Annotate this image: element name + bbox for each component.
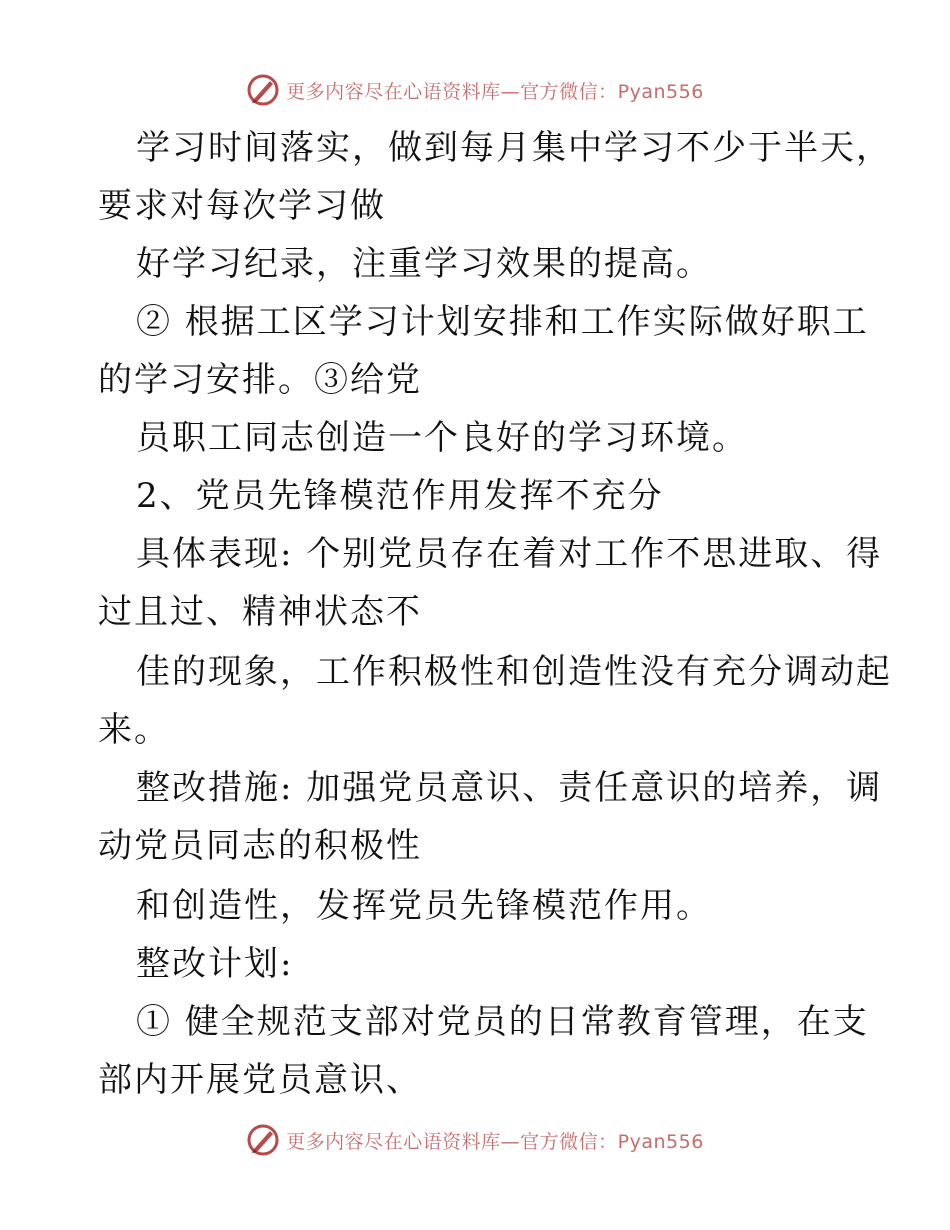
paragraph-line: 的学习安排。③给党 — [98, 360, 422, 400]
paragraph-line: 整改措施: 加强党员意识、责任意识的培养，调 — [136, 768, 883, 808]
watermark-text: 更多内容尽在心语资料库—官方微信：Pyan556 — [286, 1130, 704, 1153]
watermark-text: 更多内容尽在心语资料库—官方微信：Pyan556 — [286, 80, 704, 103]
paragraph-line: 部内开展党员意识、 — [98, 1060, 422, 1100]
watermark-handle: Pyan556 — [617, 1130, 704, 1153]
watermark-header — [0, 70, 950, 110]
paragraph-line: 佳的现象，工作积极性和创造性没有充分调动起 — [136, 652, 892, 692]
paragraph-line: 动党员同志的积极性 — [98, 826, 422, 866]
paragraph-line: ② 根据工区学习计划安排和工作实际做好职工 — [136, 302, 869, 342]
paragraph-line: 好学习纪录，注重学习效果的提高。 — [136, 244, 712, 284]
paragraph-line: 员职工同志创造一个良好的学习环境。 — [136, 418, 748, 458]
paragraph-line: 要求对每次学习做 — [98, 186, 386, 226]
watermark-footer — [0, 1120, 950, 1160]
pen-logo-icon — [246, 1123, 280, 1157]
paragraph-line: 过且过、精神状态不 — [98, 592, 422, 632]
section-heading: 2、党员先锋模范作用发挥不充分 — [136, 476, 664, 516]
watermark-handle: Pyan556 — [617, 80, 704, 103]
paragraph-line: 和创造性，发挥党员先锋模范作用。 — [136, 886, 712, 926]
paragraph-line: 整改计划: — [136, 944, 294, 984]
paragraph-line: ① 健全规范支部对党员的日常教育管理，在支 — [136, 1002, 869, 1042]
paragraph-line: 具体表现: 个别党员存在着对工作不思进取、得 — [136, 534, 883, 574]
paragraph-line: 来。 — [98, 710, 170, 750]
pen-logo-icon — [246, 73, 280, 107]
paragraph-line: 学习时间落实，做到每月集中学习不少于半天， — [136, 128, 892, 168]
